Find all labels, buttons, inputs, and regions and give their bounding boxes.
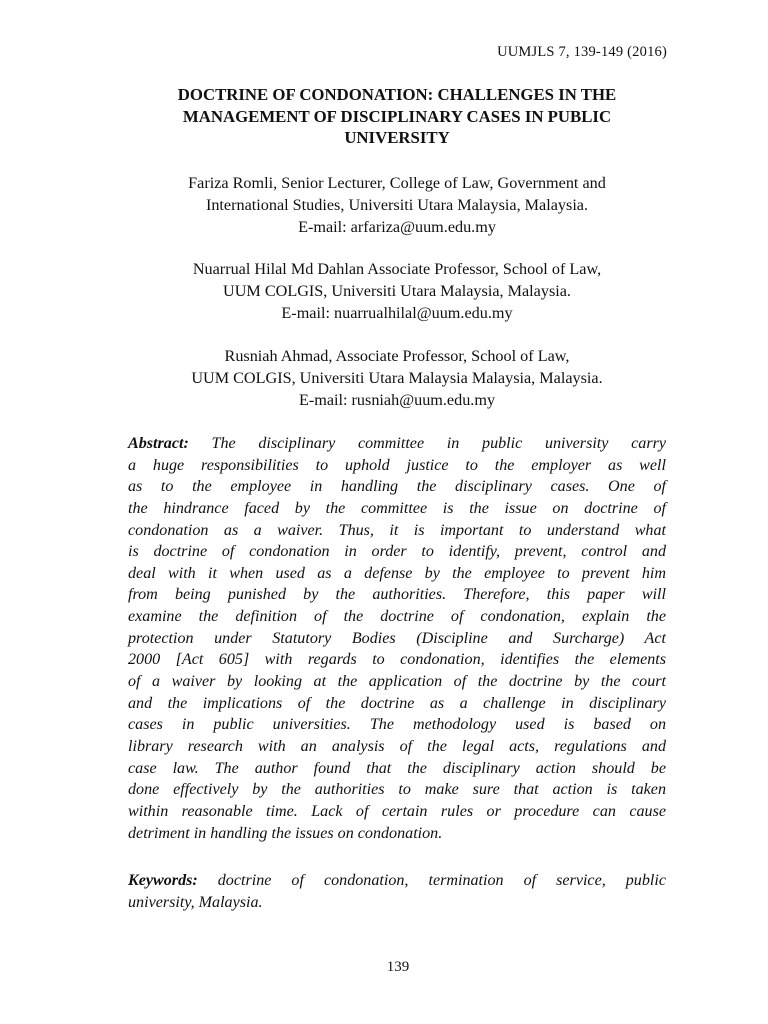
abstract-line — [128, 433, 666, 455]
abstract-line: examine the definition of the doctrine of condonation, explain the — [128, 608, 666, 626]
abstract-line: cases in public universities. The methodology used is based on — [128, 716, 666, 734]
author-block-dahlan — [128, 258, 666, 324]
author-email: E-mail: rusniah@uum.edu.my — [298, 391, 496, 409]
keywords-label: Keywords: — [128, 872, 198, 889]
abstract-line: the hindrance faced by the committee is the issue on doctrine of — [128, 499, 666, 517]
abstract-line: and the implications of the doctrine as a challenge in disciplinary — [128, 694, 666, 712]
author-email: E-mail: nuarrualhilal@uum.edu.my — [281, 304, 513, 322]
paper-title — [128, 84, 666, 149]
author-affiliation-line: Rusniah Ahmad, Associate Professor, School of Law, — [224, 347, 570, 365]
title-line: DOCTRINE OF CONDONATION: CHALLENGES IN THE — [177, 85, 617, 104]
abstract-label: Abstract: — [128, 435, 189, 452]
journal-reference: UUMJLS 7, 139-149 (2016) — [497, 44, 667, 60]
author-affiliation-line: International Studies, Universiti Utara Malaysia, Malaysia. — [205, 196, 589, 214]
page-number: 139 — [386, 959, 410, 975]
author-email: E-mail: arfariza@uum.edu.my — [298, 218, 496, 236]
abstract-text: The disciplinary committee in public university carry — [188, 435, 666, 452]
abstract-line: case law. The author found that the disciplinary action should be — [128, 759, 666, 777]
abstract-line: of a waiver by looking at the application of the doctrine by the court — [128, 673, 666, 691]
keywords-line — [128, 870, 666, 892]
author-block-ahmad — [128, 345, 666, 411]
author-block-romli — [128, 172, 666, 238]
abstract-line: a huge responsibilities to uphold justice to the employer as well — [128, 456, 666, 474]
abstract-line: from being punished by the authorities. Therefore, this paper will — [128, 586, 666, 604]
author-affiliation-line: Nuarrual Hilal Md Dahlan Associate Professor, School of Law, — [192, 260, 602, 278]
abstract-line: within reasonable time. Lack of certain rules or procedure can cause — [128, 802, 666, 820]
abstract-line: condonation as a waiver. Thus, it is important to understand what — [128, 521, 666, 539]
keywords — [128, 870, 666, 913]
title-line: UNIVERSITY — [344, 128, 450, 147]
title-line: MANAGEMENT OF DISCIPLINARY CASES IN PUBLIC — [182, 106, 612, 126]
abstract — [128, 433, 666, 844]
keywords-text: doctrine of condonation, termination of service, public — [197, 872, 666, 889]
abstract-line: library research with an analysis of the legal acts, regulations and — [128, 737, 666, 755]
keywords-line: university, Malaysia. — [128, 893, 263, 911]
abstract-line: is doctrine of condonation in order to identify, prevent, control and — [128, 543, 666, 561]
abstract-line: protection under Statutory Bodies (Discipline and Surcharge) Act — [128, 629, 666, 647]
abstract-line: detriment in handling the issues on condonation. — [128, 824, 443, 842]
abstract-line: deal with it when used as a defense by the employee to prevent him — [128, 564, 666, 582]
author-affiliation-line: UUM COLGIS, Universiti Utara Malaysia Malaysia, Malaysia. — [191, 369, 603, 387]
abstract-line: as to the employee in handling the disciplinary cases. One of — [128, 478, 666, 496]
author-affiliation-line: UUM COLGIS, Universiti Utara Malaysia, Malaysia. — [223, 282, 571, 300]
abstract-line: 2000 [Act 605] with regards to condonation, identifies the elements — [128, 651, 666, 669]
abstract-line: done effectively by the authorities to make sure that action is taken — [128, 781, 666, 799]
author-affiliation-line: Fariza Romli, Senior Lecturer, College of Law, Government and — [188, 174, 606, 192]
